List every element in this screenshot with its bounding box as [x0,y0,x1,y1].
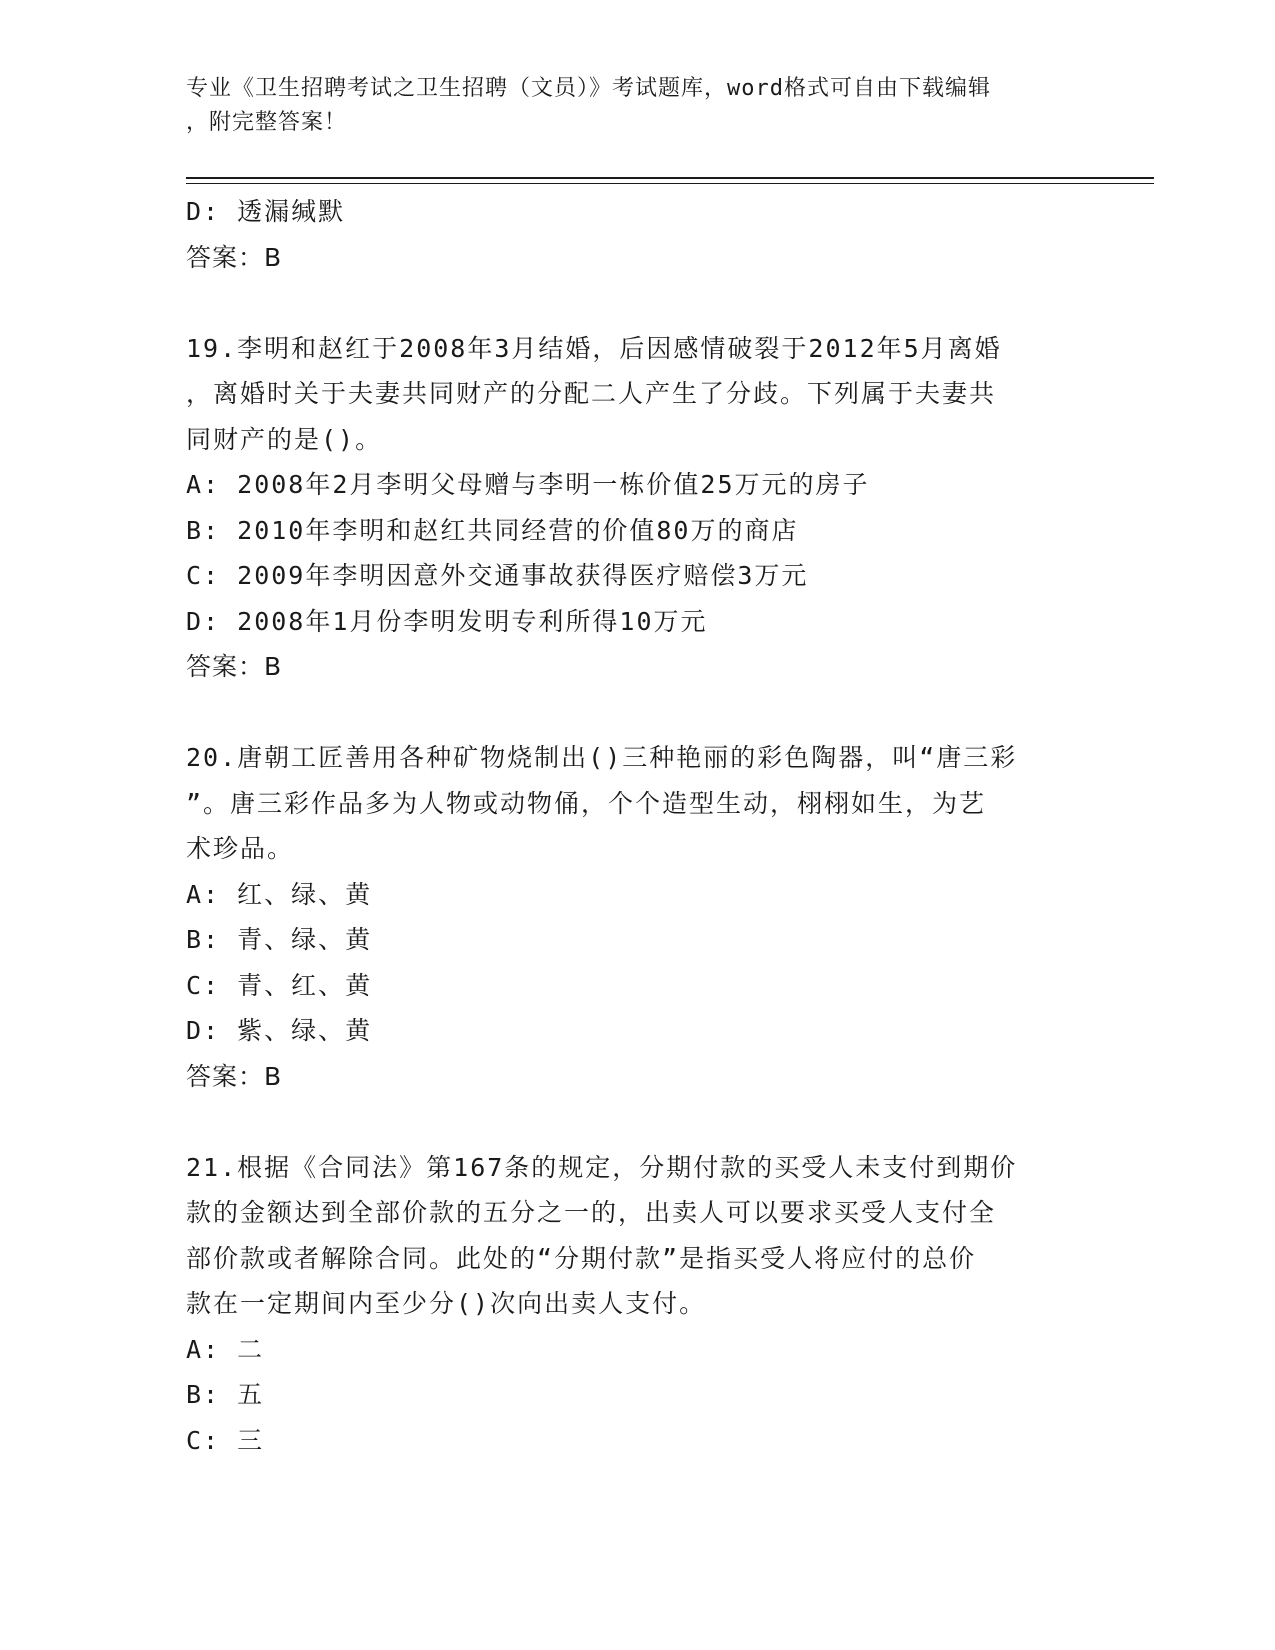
question-stem-line: 术珍品。 [186,834,295,863]
header-line-1: 专业《卫生招聘考试之卫生招聘（文员）》考试题库，word格式可自由下载编辑 [186,76,991,101]
option-a: A: 红、绿、黄 [186,879,373,909]
option-d: D: 紫、绿、黄 [186,1016,373,1045]
option-a: A: 2008年2月李明父母赠与李明一栋价值25万元的房子 [186,470,870,499]
option-b: B: 2010年李明和赵红共同经营的价值80万的商店 [186,515,799,545]
spacer [186,280,1076,326]
question-20 [186,735,1076,1099]
document-header [186,72,1066,140]
question-stem-line: 同财产的是()。 [186,424,383,454]
option-b: B: 青、绿、黄 [186,925,373,954]
question-stem-line: ，离婚时关于夫妻共同财产的分配二人产生了分歧。下列属于夫妻共 [186,379,997,408]
option-b: B: 五 [186,1380,265,1409]
answer-line: 答案：B [186,652,283,681]
spacer [186,690,1076,736]
question-19 [186,326,1076,690]
previous-question-tail [186,189,1076,280]
option-d: D: 2008年1月份李明发明专利所得10万元 [186,606,708,636]
option-a: A: 二 [186,1334,265,1364]
option-c: C: 三 [186,1425,265,1455]
header-divider-thick [186,177,1154,179]
question-stem-line: ”。唐三彩作品多为人物或动物俑，个个造型生动，栩栩如生，为艺 [186,788,987,818]
question-stem-line: 部价款或者解除合同。此处的“分期付款”是指买受人将应付的总价 [186,1243,977,1273]
question-list [186,189,1076,1463]
spacer [186,1099,1076,1145]
answer-line: 答案：B [186,1061,283,1091]
option-c: C: 2009年李明因意外交通事故获得医疗赔偿3万元 [186,561,809,590]
option-d: D: 透漏缄默 [186,197,346,226]
option-c: C: 青、红、黄 [186,970,373,1000]
question-stem-line: 19.李明和赵红于2008年3月结婚，后因感情破裂于2012年5月离婚 [186,333,1002,363]
question-stem-line: 款的金额达到全部价款的五分之一的，出卖人可以要求买受人支付全 [186,1198,997,1227]
header-divider-thin [186,183,1154,184]
answer-line: 答案：B [186,242,283,272]
question-21 [186,1145,1076,1464]
question-stem-line: 20.唐朝工匠善用各种矿物烧制出()三种艳丽的彩色陶器，叫“唐三彩 [186,743,1018,772]
header-line-2: ，附完整答案！ [186,110,348,135]
question-stem-line: 款在一定期间内至少分()次向出卖人支付。 [186,1289,707,1318]
question-stem-line: 21.根据《合同法》第167条的规定，分期付款的买受人未支付到期价 [186,1152,1018,1182]
